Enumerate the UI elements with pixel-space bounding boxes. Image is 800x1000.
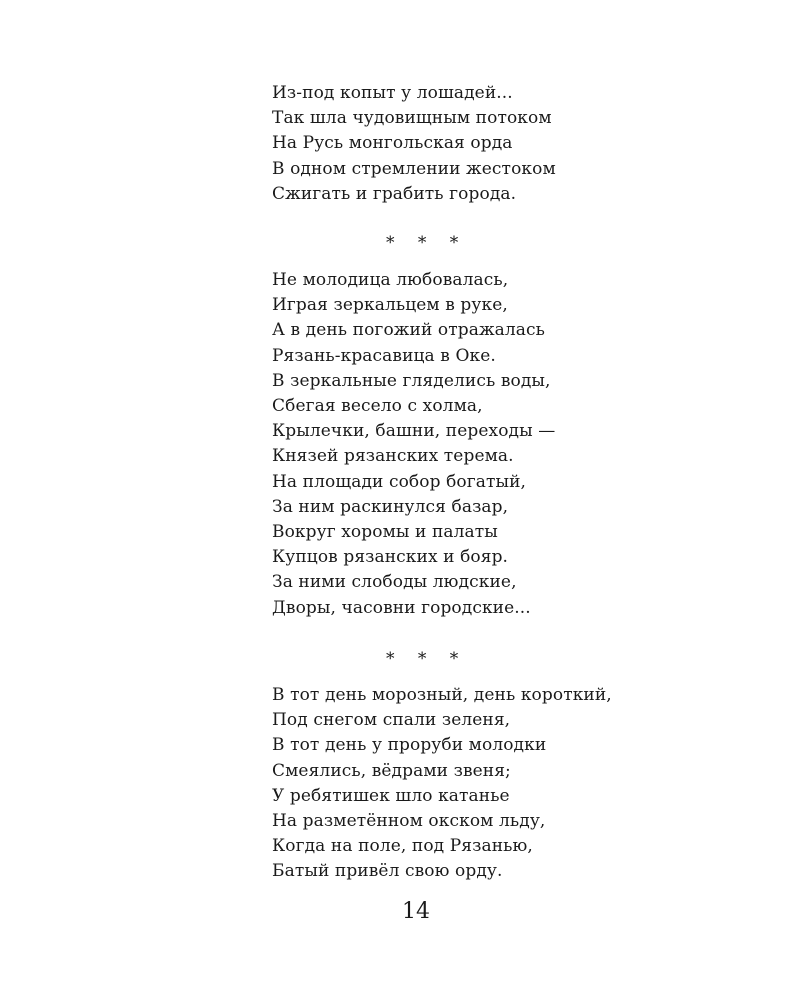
poem-line: Играя зеркальцем в руке, [272, 295, 508, 316]
stanza-1 [272, 81, 556, 207]
poem-line: Так шла чудовищным потоком [272, 108, 552, 129]
poem-line: За ними слободы людские, [272, 572, 517, 593]
poem-line: Из-под копыт у лошадей... [272, 83, 513, 103]
page-number: 14 [402, 899, 430, 924]
poem-line: Дворы, часовни городские... [272, 597, 531, 618]
poem-line: В тот день морозный, день короткий, [272, 685, 612, 705]
stanza-separator: * * * [386, 233, 468, 253]
stanza-2 [272, 268, 555, 621]
poem-line: За ним раскинулся базар, [272, 496, 509, 517]
poem-line: Смеялись, вёдрами звеня; [272, 760, 511, 781]
stanza-3 [272, 683, 612, 885]
poem-line: Вокруг хоромы и палаты [272, 522, 498, 543]
poem-line: В тот день у проруби молодки [272, 735, 547, 756]
stanza-separator: * * * [386, 649, 468, 669]
poem-line: А в день погожий отражалась [272, 320, 546, 341]
poem-line: В зеркальные гляделись воды, [272, 370, 551, 391]
poem-line: На Русь монгольская орда [272, 133, 513, 154]
poem-line: Крылечки, башни, переходы — [272, 421, 556, 442]
poem-line: В одном стремлении жестоком [272, 158, 556, 179]
poem-line: На площади собор богатый, [272, 471, 527, 492]
poem-line: У ребятишек шло катанье [272, 785, 510, 806]
poem-line: Не молодица любовалась, [272, 270, 509, 290]
poem-line: Когда на поле, под Рязанью, [272, 836, 533, 857]
poem-line: Сбегая весело с холма, [272, 396, 483, 417]
poem-line: Батый привёл свою орду. [272, 861, 503, 882]
poem-line: Рязань-красавица в Оке. [272, 345, 496, 366]
poem-line: Купцов рязанских и бояр. [272, 547, 509, 568]
poem-line: Сжигать и грабить города. [272, 183, 517, 204]
poem-line: Под снегом спали зеленя, [272, 710, 511, 731]
poem-line: На разметённом окском льду, [272, 811, 546, 832]
poem-line: Князей рязанских терема. [272, 446, 514, 467]
